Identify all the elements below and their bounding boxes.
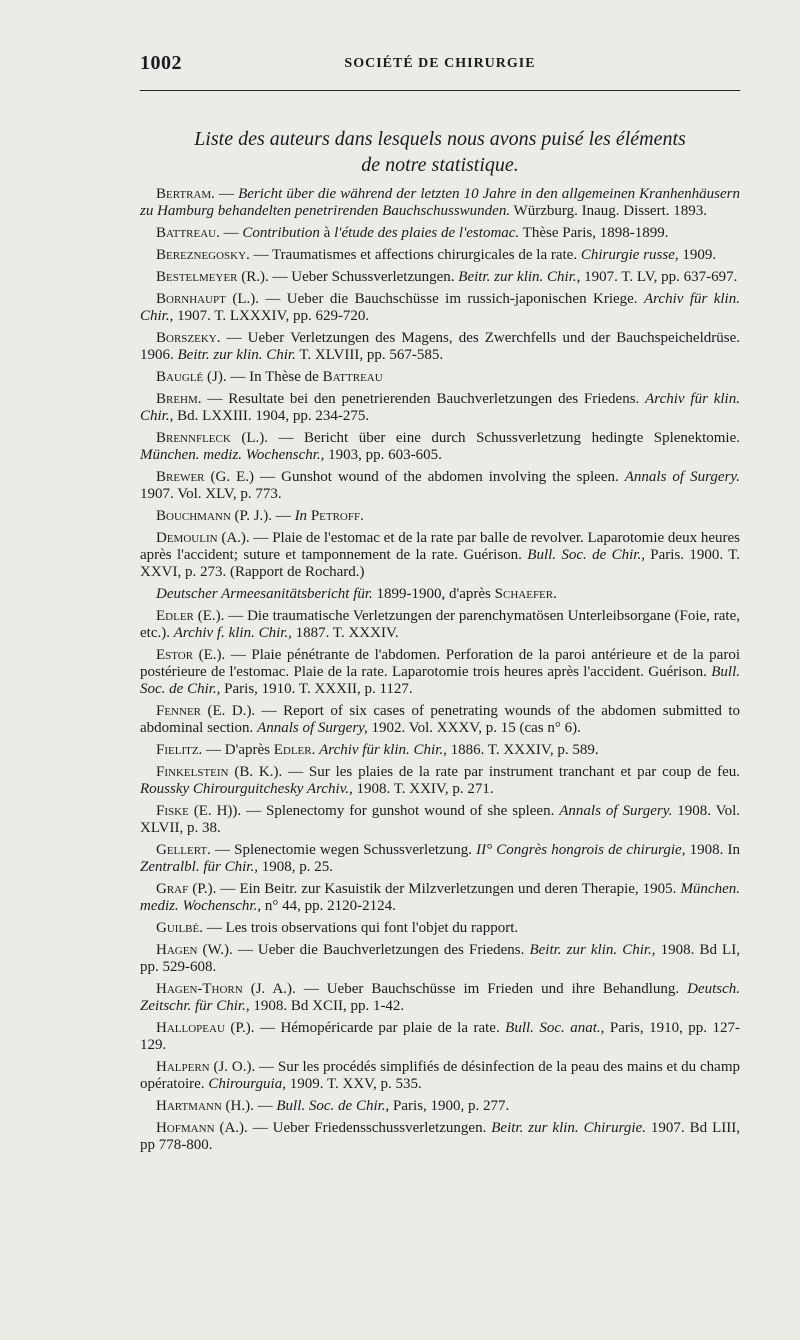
reference-text: Bd. LXXIII. 1904, pp. 234-275. [173, 408, 370, 424]
reference-entry [140, 586, 740, 603]
reference-text: — [219, 225, 243, 241]
reference-author: Hagen-Thorn [156, 981, 243, 997]
reference-author: Brewer [156, 469, 205, 485]
reference-entry [140, 391, 740, 425]
reference-source: Annals of Surgery. [624, 469, 740, 485]
reference-author: Battreau. [156, 225, 220, 241]
reference-text: (J. A.). — Ueber Bauchschüsse im Frieden und ihre Behandlung. [242, 981, 688, 997]
reference-text: 1887. T. XXXIV. [291, 625, 399, 641]
reference-text: (R.). — Ueber Schussverletzungen. [237, 269, 459, 285]
reference-entry [140, 530, 740, 581]
reference-entry [140, 469, 740, 503]
reference-text: n° 44, pp. 2120-2124. [261, 898, 396, 914]
reference-entry [140, 920, 740, 937]
reference-text: 1902. Vol. XXXV, p. 15 (cas n° 6). [367, 720, 581, 736]
reference-entry [140, 803, 740, 837]
reference-text: 1908. Bd XCII, pp. 1-42. [249, 998, 405, 1014]
reference-text: 1886. T. XXXIV, p. 589. [446, 742, 599, 758]
reference-text: 1908, p. 25. [257, 859, 333, 875]
reference-author: Finkelstein [156, 764, 229, 780]
reference-text: 1908. T. XXIV, p. 271. [352, 781, 494, 797]
reference-author: Hagen [156, 942, 198, 958]
reference-author: Hallopeau [156, 1020, 225, 1036]
reference-text: (A.). — Plaie de l'estomac et de la rate par balle de revolver. Laparotomie deux heures après l'accident; suture et tamponnement de la rate. Guérison. [140, 530, 740, 563]
reference-entry [140, 1098, 740, 1115]
reference-source: Beitr. zur klin. Chir., [458, 269, 581, 285]
reference-text: Paris, 1910, pp. 127-129. [140, 1020, 740, 1053]
reference-text: — Splenectomie wegen Schussverletzung. [210, 842, 477, 858]
reference-crossref: Petroff. [310, 508, 364, 524]
reference-text: (L.). — Ueber die Bauchschüsse im russich-japonischen Kriege. [225, 291, 644, 307]
reference-text: (J. O.). — Sur les procédés simplifiés de désinfection de la peau des mains et du champ opératoire. [140, 1059, 740, 1092]
reference-text: 1908. In [685, 842, 740, 858]
reference-entry [140, 269, 740, 286]
reference-entry [140, 1120, 740, 1154]
reference-text: (E. H)). — Splenectomy for gunshot wound of she spleen. [188, 803, 560, 819]
reference-author: Brennfleck [156, 430, 231, 446]
reference-text: — [214, 186, 239, 202]
section-title-line-1: Liste des auteurs dans lesquels nous avons puisé les éléments [194, 128, 686, 150]
reference-source: München. mediz. Wochenschr., [140, 881, 740, 914]
reference-text: — Ueber Verletzungen des Magens, des Zwerchfells und der Bauchspeicheldrüse. 1906. [140, 330, 740, 363]
running-title: SOCIÉTÉ DE CHIRURGIE [344, 56, 536, 71]
reference-source: Annals of Surgery, [257, 720, 368, 736]
reference-entry [140, 981, 740, 1015]
reference-author: Fiske [156, 803, 189, 819]
reference-author: Bertram. [156, 186, 215, 202]
reference-text: (W.). — Ueber die Bauchverletzungen des Friedens. [197, 942, 530, 958]
reference-text: — Resultate bei den penetrierenden Bauchverletzungen des Friedens. [201, 391, 646, 407]
reference-text: (H.). — [221, 1098, 277, 1114]
reference-author: Fenner [156, 703, 202, 719]
header-rule [140, 90, 740, 91]
reference-text: Paris, 1910. T. XXXII, p. 1127. [220, 681, 413, 697]
section-title-line-2: de notre statistique. [361, 154, 519, 176]
reference-text: (E. D.). — Report of six cases of penetrating wounds of the abdomen submitted to abdominal section. [140, 703, 740, 736]
page-number: 1002 [140, 52, 182, 74]
reference-text: 1907. Vol. XLV, p. 773. [140, 486, 282, 502]
reference-source: Bull. Soc. anat., [505, 1020, 605, 1036]
reference-source: Beitr. zur klin. Chir., [529, 942, 656, 958]
reference-source: Beitr. zur klin. Chirurgie. [491, 1120, 646, 1136]
reference-entry [140, 764, 740, 798]
reference-text: (J). — In Thèse de [203, 369, 323, 385]
reference-text: (P. J.). — [230, 508, 295, 524]
reference-source: Bull. Soc. de Chir., [276, 1098, 390, 1114]
reference-source: Deutsch. Zeitschr. für Chir., [140, 981, 740, 1014]
reference-text: 1899-1900, d'après [372, 586, 495, 602]
reference-entry [140, 608, 740, 642]
reference-text: — D'après [202, 742, 274, 758]
reference-author: Bereznegosky. [156, 247, 250, 263]
reference-text: Paris. 1900. T. XXVI, p. 273. (Rapport de Rochard.) [140, 547, 741, 580]
reference-entry [140, 647, 740, 698]
reference-author: Hofmann [156, 1120, 215, 1136]
reference-source: München. mediz. Wochenschr., [140, 447, 325, 463]
reference-text: Würzburg. Inaug. Dissert. 1893. [510, 203, 707, 219]
reference-text: 1908. Bd LI, pp. 529-608. [140, 942, 740, 975]
reference-source: Bull. Soc. de Chir., [140, 664, 740, 697]
reference-author: Demoulin [156, 530, 218, 546]
reference-source: Bericht über die während der letzten 10 Jahre in den allgemeinen Kranhenhäusern zu Hamburg behandelten penetrirenden Bauchschusswunden. [140, 186, 741, 219]
page-header [140, 52, 740, 82]
reference-text: (P.). — Hémopéricarde par plaie de la rate. [224, 1020, 506, 1036]
reference-text: Thèse Paris, 1898-1899. [519, 225, 669, 241]
reference-text: (B. K.). — Sur les plaies de la rate par instrument tranchant et par coup de feu. [228, 764, 740, 780]
reference-entry [140, 247, 740, 264]
reference-text: 1903, pp. 603-605. [324, 447, 442, 463]
reference-list [140, 186, 740, 1159]
reference-source: Beitr. zur klin. Chir. [177, 347, 296, 363]
reference-source: Archiv für klin. Chir., [140, 291, 740, 324]
reference-source: Contribution [242, 225, 320, 241]
reference-entry [140, 508, 740, 525]
reference-text: (P.). — Ein Beitr. zur Kasuistik der Milzverletzungen und deren Therapie, 1905. [188, 881, 681, 897]
reference-author: Bouchmann [156, 508, 231, 524]
reference-entry [140, 186, 740, 220]
reference-source: Bull. Soc. de Chir., [527, 547, 645, 563]
reference-author: Estor [156, 647, 194, 663]
reference-text: 1907. Bd LIII, pp 778-800. [140, 1120, 740, 1153]
reference-text: (G. E.) — Gunshot wound of the abdomen involving the spleen. [204, 469, 625, 485]
reference-entry [140, 742, 740, 759]
reference-source: Zentralbl. für Chir., [140, 859, 258, 875]
reference-source: Archiv für klin. Chir., [140, 391, 740, 424]
reference-source: l'étude des plaies de l'estomac. [334, 225, 520, 241]
reference-entry [140, 1020, 740, 1054]
reference-text: 1909. T. XXV, p. 535. [285, 1076, 422, 1092]
reference-entry [140, 842, 740, 876]
reference-source: Chirurgie russe, [580, 247, 679, 263]
reference-author: Halpern [156, 1059, 210, 1075]
reference-entry [140, 942, 740, 976]
reference-author: Bauglé [156, 369, 204, 385]
reference-text: à [319, 225, 335, 241]
reference-crossref: Battreau [322, 369, 383, 385]
reference-source: In [294, 508, 308, 524]
reference-source: Archiv für klin. Chir., [319, 742, 447, 758]
reference-source: II° Congrès hongrois de chirurgie, [476, 842, 686, 858]
reference-author: Hartmann [156, 1098, 222, 1114]
reference-text: T. XLVIII, pp. 567-585. [295, 347, 444, 363]
reference-author: Fielitz. [156, 742, 203, 758]
reference-text: (L.). — Bericht über eine durch Schussverletzung hedingte Splenektomie. [230, 430, 740, 446]
reference-entry [140, 330, 740, 364]
reference-author: Gellert. [156, 842, 211, 858]
reference-entry [140, 291, 740, 325]
reference-text: 1907. T. LV, pp. 637-697. [580, 269, 738, 285]
reference-entry [140, 369, 740, 386]
reference-text: (E.). — Plaie pénétrante de l'abdomen. Perforation de la paroi antérieure et de la paroi postérieure de l'estomac. Plaie de la rate. Laparotomie trois heures après l'accident. Guérison. [140, 647, 740, 680]
reference-author: Graf [156, 881, 189, 897]
reference-entry [140, 225, 740, 242]
reference-source: Roussky Chirourguitchesky Archiv., [140, 781, 353, 797]
reference-text: 1908. Vol. XLVII, p. 38. [140, 803, 740, 836]
reference-crossref: Schaefer. [494, 586, 557, 602]
reference-author: Bestelmeyer [156, 269, 238, 285]
reference-entry [140, 1059, 740, 1093]
reference-text: (E.). — Die traumatische Verletzungen der parenchymatösen Unterleibsorgane (Foie, rate, etc.). [140, 608, 740, 641]
reference-text: 1907. T. LXXXIV, pp. 629-720. [173, 308, 370, 324]
reference-author: Borszeky. [156, 330, 221, 346]
reference-text: — Les trois observations qui font l'objet du rapport. [202, 920, 519, 936]
reference-text: 1909. [678, 247, 717, 263]
reference-text: — Traumatismes et affections chirurgicales de la rate. [249, 247, 581, 263]
reference-entry [140, 703, 740, 737]
reference-entry [140, 881, 740, 915]
reference-crossref: Edler. [273, 742, 316, 758]
reference-author: Edler [156, 608, 194, 624]
section-title [140, 126, 740, 178]
reference-source: Archiv f. klin. Chir., [173, 625, 292, 641]
reference-source: Chirourguia, [208, 1076, 286, 1092]
reference-source: Deutscher Armeesanitätsbericht für. [156, 586, 373, 602]
reference-source: Annals of Surgery. [559, 803, 673, 819]
reference-author: Guilbé. [156, 920, 203, 936]
reference-entry [140, 430, 740, 464]
reference-text: (A.). — Ueber Friedensschussverletzungen. [214, 1120, 492, 1136]
reference-author: Bornhaupt [156, 291, 226, 307]
reference-author: Brehm. [156, 391, 202, 407]
reference-text: Paris, 1900, p. 277. [389, 1098, 510, 1114]
